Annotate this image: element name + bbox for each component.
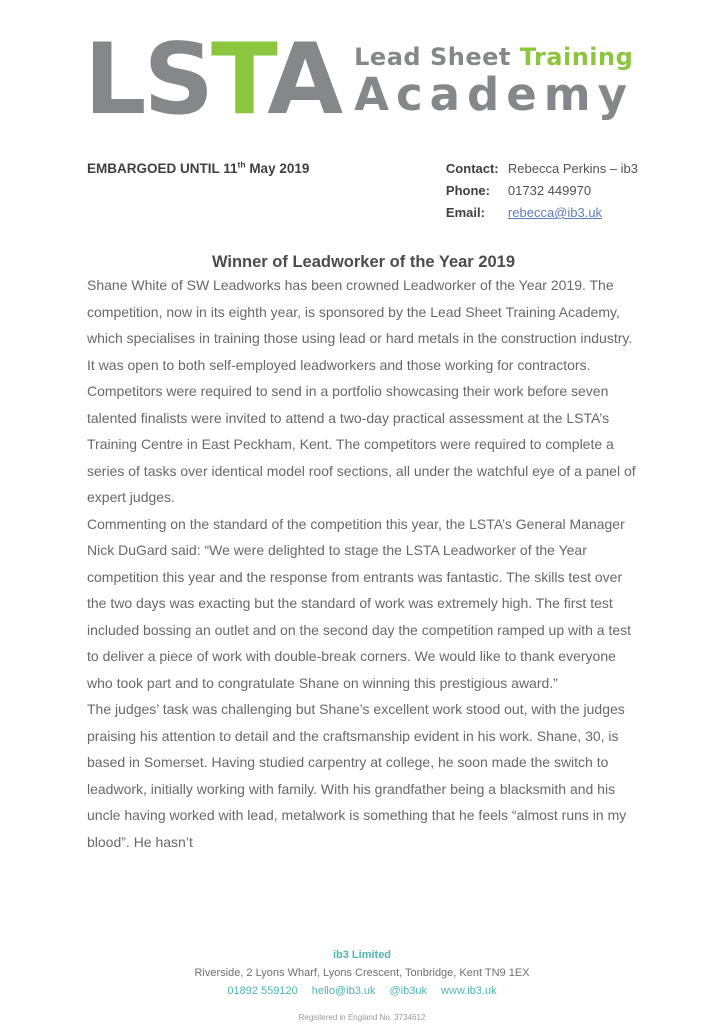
embargo-notice bbox=[87, 160, 309, 221]
meta-row bbox=[87, 160, 638, 221]
logo-academy-text: Academy bbox=[354, 68, 634, 121]
embargo-date: May 2019 bbox=[245, 161, 310, 176]
footer-website: www.ib3.uk bbox=[440, 985, 497, 997]
logo-tagline-green: Training bbox=[519, 43, 634, 71]
page-footer bbox=[0, 946, 724, 1023]
lsta-logo bbox=[84, 23, 634, 137]
press-release bbox=[87, 252, 640, 855]
logo-letter-t: T bbox=[211, 23, 268, 137]
contact-label: Contact: bbox=[445, 161, 499, 176]
logo-letter-a: A bbox=[267, 23, 341, 137]
logo-tagline-gray: Lead Sheet bbox=[354, 43, 520, 71]
embargo-ordinal: th bbox=[237, 159, 246, 170]
paragraph-competition: Competitors were required to send in a portfolio showcasing their work before seven talented finalists were invited to attend a two-day practical assessment at the LSTA’s Training Centre in East Peckham, Kent. The competitors were required to complete a series of tasks over identical model roof sections, all under the watchful eye of a panel of expert judges. bbox=[87, 383, 636, 505]
contact-value: Rebecca Perkins – ib3 bbox=[507, 161, 638, 176]
footer-phone: 01892 559120 bbox=[227, 985, 298, 997]
phone-value: 01732 449970 bbox=[507, 183, 592, 198]
embargo-text: EMBARGOED UNTIL 11 bbox=[87, 161, 238, 176]
email-link[interactable]: rebecca@ib3.uk bbox=[507, 205, 603, 220]
paragraph-winner: The judges’ task was challenging but Shane’s excellent work stood out, with the judges praising his attention to detail and the craftsmanship evident in his work. Shane, 30, is based in Somerset. Having studied carpentry at college, he soon made the switch to leadwork, initially working with family. With his grandfather being a blacksmith and his uncle having worked with lead, metalwork is something that he feels “almost runs in my blood”. He hasn’t bbox=[87, 701, 627, 850]
phone-label: Phone: bbox=[445, 183, 490, 198]
footer-email: hello@ib3.uk bbox=[311, 985, 376, 997]
footer-address: Riverside, 2 Lyons Wharf, Lyons Crescent, Tonbridge, Kent TN9 1EX bbox=[194, 967, 530, 979]
contact-block bbox=[446, 160, 638, 221]
footer-company-name: ib3 Limited bbox=[332, 949, 392, 961]
press-release-title: Winner of Leadworker of the Year 2019 bbox=[211, 253, 516, 271]
logo-tagline bbox=[354, 45, 633, 69]
lsta-logo-mark bbox=[84, 23, 341, 137]
logo-wordmark bbox=[354, 45, 634, 120]
paragraph-intro: Shane White of SW Leadworks has been crowned Leadworker of the Year 2019. The competition, now in its eighth year, is sponsored by the Lead Sheet Training Academy, which specialises in training those using lead or hard metals in the construction industry. It was open to both self-employed leadworkers and those working for contractors. bbox=[87, 277, 633, 373]
email-label: Email: bbox=[445, 205, 485, 220]
footer-contact-line bbox=[0, 982, 724, 1000]
logo-letters-ls: LS bbox=[84, 23, 212, 137]
footer-registration-number: Registered in England No. 3734612 bbox=[298, 1013, 426, 1022]
paragraph-quote: Commenting on the standard of the competition this year, the LSTA’s General Manager Nick DuGard said: “We were delighted to stage the LSTA Leadworker of the Year competition this year and the response from entrants was fantastic. The skills test over the two days was exacting but the standard of work was extremely high. The first test included bossing an outlet and on the second day the competition ramped up with a test to deliver a piece of work with double-break corners. We would like to thank everyone who took part and to congratulate Shane on winning this prestigious award.” bbox=[87, 515, 632, 691]
footer-twitter-handle: @ib3uk bbox=[389, 985, 427, 997]
